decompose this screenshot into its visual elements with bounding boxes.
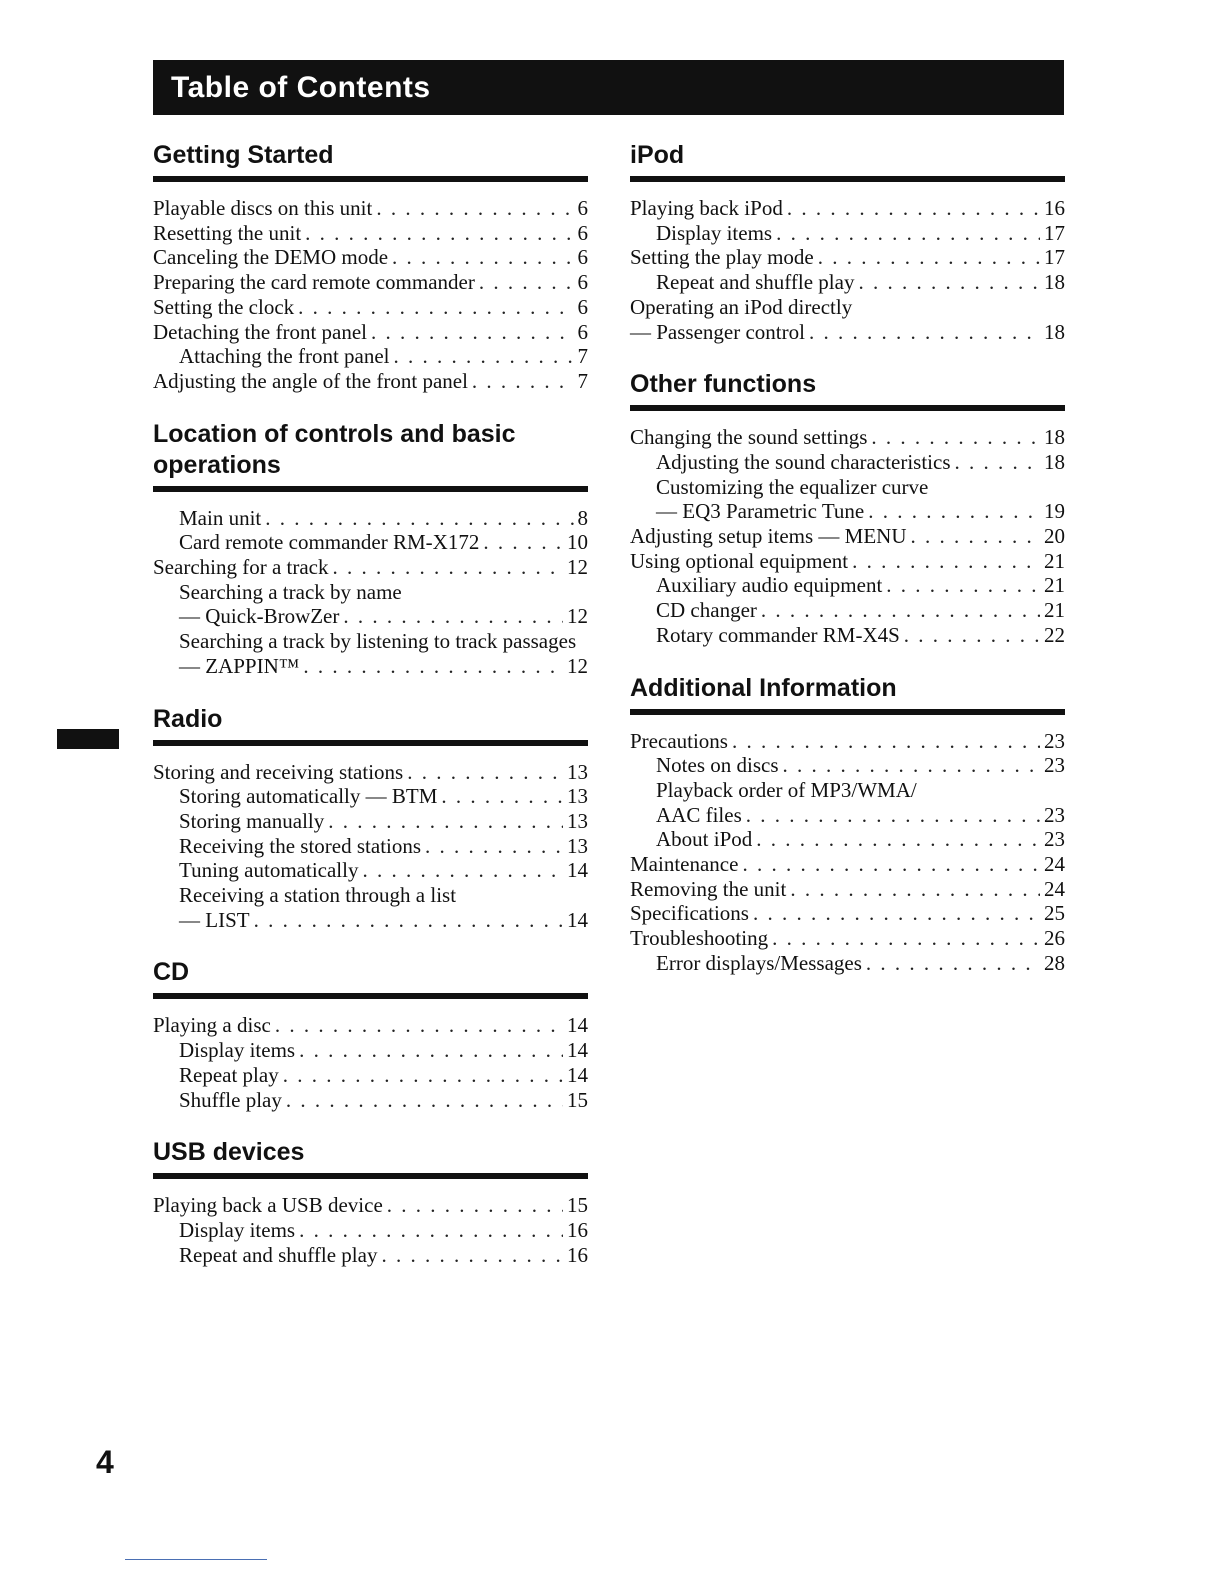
toc-entry-page: 21 (1044, 573, 1065, 598)
toc-entry-title: Changing the sound settings (630, 425, 868, 450)
toc-dot-leader (275, 1013, 563, 1038)
toc-entry-page: 23 (1044, 802, 1065, 827)
toc-entry-title: Maintenance (630, 852, 739, 877)
toc-entry-title: Repeat and shuffle play (656, 270, 855, 295)
toc-entry-title: Repeat and shuffle play (179, 1242, 378, 1267)
toc-dot-leader (483, 530, 563, 555)
toc-entry[interactable] (630, 951, 1065, 976)
toc-entry-page: 22 (1044, 622, 1065, 647)
toc-dot-leader (286, 1088, 563, 1113)
toc-entry-title: Main unit (179, 505, 262, 530)
toc-dot-leader (298, 295, 573, 320)
section-heading: Getting Started (153, 141, 334, 169)
toc-entry[interactable] (630, 425, 1065, 450)
toc-entry-title: Shuffle play (179, 1087, 282, 1112)
toc-dot-leader (376, 196, 573, 221)
toc-dot-leader (787, 196, 1040, 221)
toc-entry[interactable] (153, 1218, 588, 1243)
toc-entry-page: 25 (1044, 901, 1065, 926)
toc-dot-leader (305, 221, 573, 246)
toc-section-additional-information (630, 673, 1065, 976)
toc-dot-leader (328, 809, 563, 834)
toc-entry-title: Using optional equipment (630, 548, 849, 573)
toc-entry[interactable] (630, 852, 1065, 877)
toc-entry[interactable] (153, 654, 588, 679)
toc-dot-leader (868, 499, 1040, 524)
toc-section-radio (153, 704, 588, 933)
toc-dot-leader (746, 803, 1040, 828)
toc-entry[interactable] (153, 908, 588, 933)
toc-entry-title: Playable discs on this unit (153, 196, 373, 220)
toc-entry-title: Display items (179, 1038, 296, 1063)
toc-entry-title: Repeat play (179, 1062, 279, 1087)
toc-dot-leader (299, 1038, 563, 1063)
toc-entry-page: 16 (1044, 196, 1065, 220)
toc-entry-title: Canceling the DEMO mode (153, 245, 389, 270)
toc-dot-leader (441, 784, 563, 809)
toc-entry[interactable] (630, 827, 1065, 852)
toc-section-ipod (630, 140, 1065, 344)
toc-entry-title: Resetting the unit (153, 220, 302, 245)
toc-entry[interactable] (153, 604, 588, 629)
toc-entry-title: Adjusting setup items — MENU (630, 524, 907, 549)
toc-dot-leader (392, 245, 573, 270)
toc-entry-page: 7 (577, 368, 588, 393)
toc-entry-page: 10 (567, 530, 588, 555)
section-rule (630, 709, 1065, 715)
toc-entry[interactable] (630, 320, 1065, 345)
toc-section-other-functions (630, 369, 1065, 647)
toc-dot-leader (265, 506, 573, 531)
toc-dot-leader (362, 858, 563, 883)
toc-dot-leader (790, 877, 1040, 902)
toc-dot-leader (371, 320, 574, 345)
toc-entry[interactable] (153, 344, 588, 369)
toc-dot-leader (818, 245, 1040, 270)
toc-entry-page: 13 (567, 759, 588, 784)
toc-dot-leader (254, 908, 563, 933)
toc-entry-title: Troubleshooting (630, 926, 769, 951)
toc-section-cd (153, 957, 588, 1112)
toc-entry-title: — Passenger control (630, 319, 805, 344)
toc-entry-page: 8 (577, 505, 588, 530)
toc-entry-title: Playing back a USB device (153, 1193, 383, 1218)
section-rule (630, 176, 1065, 182)
section-rule (630, 405, 1065, 411)
toc-entry-title: Searching a track by listening to track passages (179, 629, 577, 654)
toc-entry[interactable] (153, 784, 588, 809)
toc-entry-page: 17 (1044, 220, 1065, 245)
toc-entry[interactable] (153, 506, 588, 531)
toc-entry-page: 15 (567, 1087, 588, 1112)
toc-entry-title: Adjusting the angle of the front panel (153, 368, 468, 393)
toc-entry-title: Setting the play mode (630, 245, 814, 270)
toc-entry-title: Tuning automatically (179, 858, 359, 883)
toc-entry-title: Searching for a track (153, 555, 329, 580)
toc-entry[interactable] (630, 901, 1065, 926)
footer-divider (125, 1559, 267, 1560)
toc-entry-page: 6 (577, 270, 588, 295)
toc-entry-page: 14 (567, 858, 588, 883)
toc-entry-title: Receiving a station through a list (179, 883, 457, 908)
toc-entry-title: Customizing the equalizer curve (656, 474, 929, 499)
toc-entry-page: 14 (567, 1038, 588, 1063)
toc-entry-page: 6 (577, 220, 588, 245)
toc-dot-leader (387, 1193, 563, 1218)
toc-entry-page: 28 (1044, 950, 1065, 975)
toc-entry[interactable] (153, 629, 588, 654)
toc-entry[interactable] (153, 1193, 588, 1218)
toc-right-column (630, 140, 1065, 1001)
toc-entry[interactable] (153, 883, 588, 908)
toc-entry[interactable] (153, 555, 588, 580)
toc-dot-leader (761, 598, 1040, 623)
toc-dot-leader (299, 1218, 563, 1243)
toc-dot-leader (343, 604, 563, 629)
section-rule (153, 176, 588, 182)
toc-entry[interactable] (630, 623, 1065, 648)
toc-entry-page: 15 (567, 1193, 588, 1218)
toc-dot-leader (955, 450, 1040, 475)
toc-entry-page: 20 (1044, 524, 1065, 549)
toc-entry-title: — Quick-BrowZer (179, 604, 340, 629)
toc-dot-leader (407, 760, 563, 785)
toc-entry-page: 16 (567, 1242, 588, 1267)
toc-dot-leader (381, 1243, 563, 1268)
toc-entry[interactable] (153, 760, 588, 785)
toc-entry-page: 23 (1044, 728, 1065, 753)
section-rule (153, 1173, 588, 1179)
section-heading: Other functions (630, 370, 817, 399)
toc-dot-leader (283, 1063, 563, 1088)
toc-entry[interactable] (153, 295, 588, 320)
toc-entry-page: 18 (1044, 319, 1065, 344)
toc-dot-leader (772, 926, 1040, 951)
toc-entry[interactable] (630, 803, 1065, 828)
toc-entry-title: Playback order of MP3/WMA/ (656, 777, 917, 802)
toc-entry[interactable] (153, 858, 588, 883)
toc-entry-title: Card remote commander RM-X172 (179, 530, 480, 555)
toc-entry-page: 14 (567, 1013, 588, 1038)
section-rule (153, 993, 588, 999)
toc-dot-leader (303, 654, 563, 679)
toc-entry[interactable] (153, 369, 588, 394)
toc-entry-title: — EQ3 Parametric Tune (656, 499, 865, 524)
toc-entry-page: 13 (567, 784, 588, 809)
section-rule (153, 740, 588, 746)
toc-entry[interactable] (630, 598, 1065, 623)
toc-section-location-of-controls-and-basic-operations (153, 419, 588, 679)
toc-entry-page: 14 (567, 907, 588, 932)
toc-dot-leader (904, 623, 1040, 648)
toc-entry-page: 6 (577, 245, 588, 270)
toc-entry-title: Display items (179, 1217, 296, 1242)
toc-dot-leader (425, 834, 563, 859)
toc-entry-page: 12 (567, 653, 588, 678)
toc-entry-title: CD changer (656, 598, 757, 623)
toc-entry-title: Storing and receiving stations (153, 759, 404, 784)
toc-entry-page: 18 (1044, 270, 1065, 295)
section-heading: iPod (630, 141, 685, 169)
toc-dot-leader (852, 549, 1040, 574)
toc-entry-title: Detaching the front panel (153, 319, 367, 344)
toc-entry-page: 19 (1044, 499, 1065, 524)
toc-entry-page: 13 (567, 833, 588, 858)
toc-entry[interactable] (630, 926, 1065, 951)
toc-entry-title: Storing automatically — BTM (179, 784, 438, 809)
toc-entry[interactable] (153, 221, 588, 246)
toc-entry[interactable] (630, 196, 1065, 221)
section-heading: Additional Information (630, 673, 897, 702)
toc-entry[interactable] (153, 809, 588, 834)
toc-entry-page: 21 (1044, 548, 1065, 573)
toc-entry-title: Rotary commander RM-X4S (656, 622, 900, 647)
toc-entry-page: 13 (567, 808, 588, 833)
toc-entry-title: Setting the clock (153, 294, 295, 319)
toc-dot-leader (753, 901, 1040, 926)
toc-entry[interactable] (630, 221, 1065, 246)
toc-entry-title: Specifications (630, 901, 749, 926)
toc-entry-title: — ZAPPIN™ (179, 653, 300, 678)
toc-entry-title: Preparing the card remote commander (153, 270, 475, 295)
toc-dot-leader (809, 320, 1040, 345)
toc-entry-page: 17 (1044, 245, 1065, 270)
toc-entry[interactable] (630, 573, 1065, 598)
toc-entry-title: Error displays/Messages (656, 950, 862, 975)
toc-entry-title: Attaching the front panel (179, 344, 390, 369)
toc-entry[interactable] (153, 1063, 588, 1088)
toc-entry-page: 26 (1044, 926, 1065, 951)
toc-entry-page: 24 (1044, 852, 1065, 877)
toc-entry[interactable] (153, 196, 588, 221)
toc-entry[interactable] (630, 499, 1065, 524)
toc-dot-leader (742, 852, 1040, 877)
toc-entry-page: 24 (1044, 876, 1065, 901)
toc-entry-page: 14 (567, 1062, 588, 1087)
toc-entry-title: Auxiliary audio equipment (656, 573, 883, 598)
page-number: 4 (96, 1444, 114, 1480)
toc-entry[interactable] (153, 1088, 588, 1113)
toc-entry[interactable] (153, 1243, 588, 1268)
toc-entry-title: Precautions (630, 728, 728, 753)
section-heading: CD (153, 958, 190, 987)
toc-entry-page: 18 (1044, 425, 1065, 450)
toc-entry[interactable] (630, 778, 1065, 803)
toc-entry-title: Display items (656, 220, 773, 245)
toc-entry-title: Notes on discs (656, 753, 779, 778)
toc-dot-leader (776, 221, 1040, 246)
section-heading: Radio (153, 704, 223, 733)
toc-entry[interactable] (153, 245, 588, 270)
toc-entry-title: — LIST (179, 907, 250, 932)
toc-entry[interactable] (153, 1038, 588, 1063)
toc-entry-page: 12 (567, 604, 588, 629)
toc-dot-leader (479, 270, 574, 295)
toc-entry[interactable] (153, 270, 588, 295)
toc-dot-leader (783, 753, 1041, 778)
section-heading: Location of controls and basic operations (153, 419, 516, 479)
toc-dot-leader (472, 369, 574, 394)
toc-entry-page: 6 (577, 294, 588, 319)
toc-entry-title: Searching a track by name (179, 579, 402, 604)
toc-dot-leader (866, 951, 1040, 976)
toc-entry[interactable] (153, 834, 588, 859)
toc-entry[interactable] (630, 524, 1065, 549)
toc-entry[interactable] (630, 450, 1065, 475)
toc-dot-leader (756, 827, 1040, 852)
toc-entry[interactable] (630, 549, 1065, 574)
toc-section-usb-devices (153, 1137, 588, 1267)
toc-entry[interactable] (153, 320, 588, 345)
toc-entry[interactable] (153, 530, 588, 555)
section-heading: USB devices (153, 1138, 305, 1167)
toc-entry-page: 7 (577, 344, 588, 369)
toc-entry[interactable] (630, 753, 1065, 778)
toc-entry-title: Playing a disc (153, 1013, 271, 1038)
toc-entry[interactable] (630, 245, 1065, 270)
section-rule (153, 486, 588, 492)
toc-dot-leader (871, 425, 1040, 450)
toc-entry-page: 16 (567, 1217, 588, 1242)
toc-entry-title: Operating an iPod directly (630, 294, 853, 319)
toc-entry-page: 6 (577, 319, 588, 344)
toc-entry-title: AAC files (656, 802, 742, 827)
toc-entry-title: Removing the unit (630, 876, 787, 901)
toc-entry-title: Receiving the stored stations (179, 833, 422, 858)
toc-entry[interactable] (630, 270, 1065, 295)
toc-section-getting-started (153, 140, 588, 394)
toc-entry-title: Adjusting the sound characteristics (656, 449, 951, 474)
toc-entry-page: 18 (1044, 449, 1065, 474)
toc-dot-leader (886, 573, 1040, 598)
toc-entry-title: Playing back iPod (630, 196, 783, 220)
toc-entry[interactable] (630, 877, 1065, 902)
toc-entry-page: 6 (577, 196, 588, 220)
toc-dot-leader (858, 270, 1040, 295)
toc-entry[interactable] (630, 475, 1065, 500)
toc-entry-page: 23 (1044, 827, 1065, 852)
toc-entry[interactable] (630, 729, 1065, 754)
toc-entry-title: Storing manually (179, 808, 325, 833)
toc-entry-page: 23 (1044, 753, 1065, 778)
toc-dot-leader (732, 729, 1040, 754)
section-tab-marker (57, 729, 119, 749)
toc-entry[interactable] (153, 1013, 588, 1038)
toc-entry-page: 12 (567, 555, 588, 580)
toc-entry[interactable] (630, 295, 1065, 320)
page-banner-title: Table of Contents (153, 60, 1064, 115)
toc-entry-page: 21 (1044, 598, 1065, 623)
toc-left-column (153, 140, 588, 1292)
toc-dot-leader (911, 524, 1041, 549)
toc-entry[interactable] (153, 580, 588, 605)
toc-dot-leader (333, 555, 564, 580)
toc-entry-title: About iPod (656, 827, 753, 852)
toc-dot-leader (394, 344, 574, 369)
